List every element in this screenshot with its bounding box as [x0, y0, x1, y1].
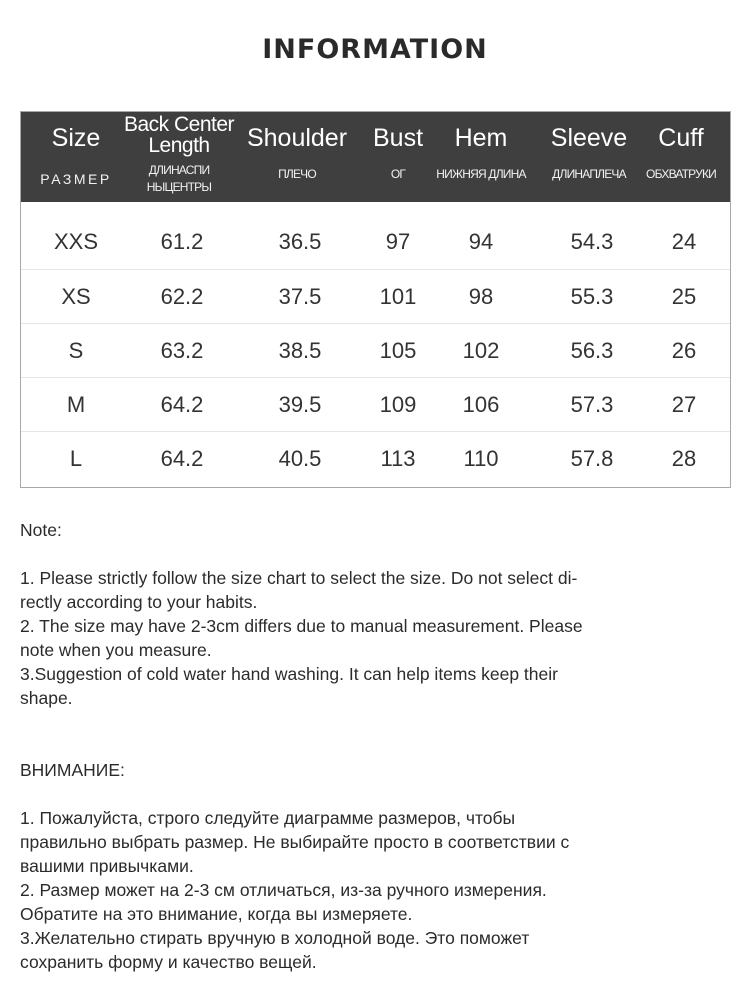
cell-cuff: 25 — [671, 284, 697, 309]
header-bust: Bust — [372, 124, 424, 152]
notes-ru-line: правильно выбрать размер. Не выбирайте просто в соответствии с — [20, 832, 570, 852]
cell-back-center-length: 62.2 — [160, 284, 204, 309]
table-row — [21, 215, 730, 269]
header-shoulder: Shoulder — [246, 124, 348, 152]
cell-shoulder: 36.5 — [278, 229, 322, 254]
header-bust-ru: ОГ — [390, 167, 406, 181]
notes-ru-heading: ВНИМАНИЕ: — [20, 760, 125, 780]
cell-hem: 94 — [468, 229, 494, 254]
cell-sleeve: 57.3 — [570, 392, 614, 417]
header-cuff-ru: ОБХВАТРУКИ — [646, 167, 716, 181]
cell-back-center-length: 64.2 — [160, 392, 204, 417]
notes-ru-line: 1. Пожалуйста, строго следуйте диаграмме размеров, чтобы — [20, 808, 516, 828]
notes-en-line: 1. Please strictly follow the size chart to select the size. Do not select di- — [20, 568, 578, 588]
cell-bust: 105 — [379, 338, 417, 363]
header-size: Size — [51, 124, 101, 152]
notes-en-line: note when you measure. — [20, 640, 212, 660]
header-back-center-ru-line2: НЫЦЕНТРЫ — [146, 180, 212, 194]
cell-cuff: 24 — [671, 229, 697, 254]
cell-hem: 110 — [463, 446, 499, 471]
cell-sleeve: 55.3 — [570, 284, 614, 309]
notes-section — [20, 518, 732, 974]
notes-en-line: 3.Suggestion of cold water hand washing. It can help items keep their — [20, 664, 558, 684]
cell-shoulder: 38.5 — [278, 338, 322, 363]
notes-ru-line: вашими привычками. — [20, 856, 194, 876]
header-size-ru: РАЗМЕР — [40, 171, 112, 187]
page-title: INFORMATION — [262, 34, 488, 65]
header-cuff: Cuff — [658, 124, 704, 152]
cell-cuff: 26 — [671, 338, 697, 363]
cell-size: S — [68, 338, 84, 363]
notes-ru-line: 2. Размер может на 2-3 см отличаться, из-за ручного измерения. — [20, 880, 547, 900]
cell-back-center-length: 64.2 — [160, 446, 204, 471]
header-hem: Hem — [454, 124, 508, 152]
notes-en-heading: Note: — [20, 520, 62, 540]
header-sleeve-ru: ДЛИНАПЛЕЧА — [552, 167, 626, 181]
cell-back-center-length: 61.2 — [160, 229, 204, 254]
notes-en-line: shape. — [20, 688, 73, 708]
cell-size: XS — [61, 284, 91, 309]
notes-ru-line: 3.Желательно стирать вручную в холодной воде. Это поможет — [20, 928, 530, 948]
cell-size: XXS — [53, 229, 99, 254]
cell-bust: 97 — [385, 229, 411, 254]
cell-bust: 113 — [380, 446, 416, 471]
table-row — [21, 269, 730, 323]
cell-sleeve: 56.3 — [570, 338, 614, 363]
table-row — [21, 323, 730, 377]
table-row — [21, 377, 730, 431]
notes-ru-line: Обратите на это внимание, когда вы измеряете. — [20, 904, 413, 924]
cell-hem: 106 — [462, 392, 500, 417]
cell-cuff: 27 — [671, 392, 697, 417]
cell-sleeve: 57.8 — [570, 446, 614, 471]
table-header — [21, 112, 730, 202]
cell-sleeve: 54.3 — [570, 229, 614, 254]
cell-size: L — [69, 446, 83, 471]
notes-ru-line: сохранить форму и качество вещей. — [20, 952, 317, 972]
header-back-center-length-ru — [147, 162, 211, 196]
cell-hem: 98 — [468, 284, 494, 309]
notes-en-line: rectly according to your habits. — [20, 592, 258, 612]
cell-hem: 102 — [462, 338, 500, 363]
cell-shoulder: 40.5 — [278, 446, 322, 471]
notes-en-line: 2. The size may have 2-3cm differs due to manual measurement. Please — [20, 616, 583, 636]
cell-shoulder: 39.5 — [278, 392, 322, 417]
header-back-center-line1: Back Center — [123, 113, 235, 136]
header-hem-ru: НИЖНЯЯ ДЛИНА — [436, 167, 526, 181]
cell-cuff: 28 — [671, 446, 697, 471]
cell-bust: 101 — [379, 284, 417, 309]
cell-bust: 109 — [379, 392, 417, 417]
header-shoulder-ru: ПЛЕЧО — [278, 167, 316, 181]
size-chart-table — [20, 111, 731, 488]
header-back-center-length — [124, 114, 234, 156]
table-row — [21, 431, 730, 485]
header-back-center-line2: Length — [148, 134, 210, 157]
cell-size: M — [66, 392, 86, 417]
cell-shoulder: 37.5 — [278, 284, 322, 309]
header-sleeve: Sleeve — [550, 124, 628, 152]
header-back-center-ru-line1: ДЛИНАСПИ — [148, 163, 210, 177]
cell-back-center-length: 63.2 — [160, 338, 204, 363]
